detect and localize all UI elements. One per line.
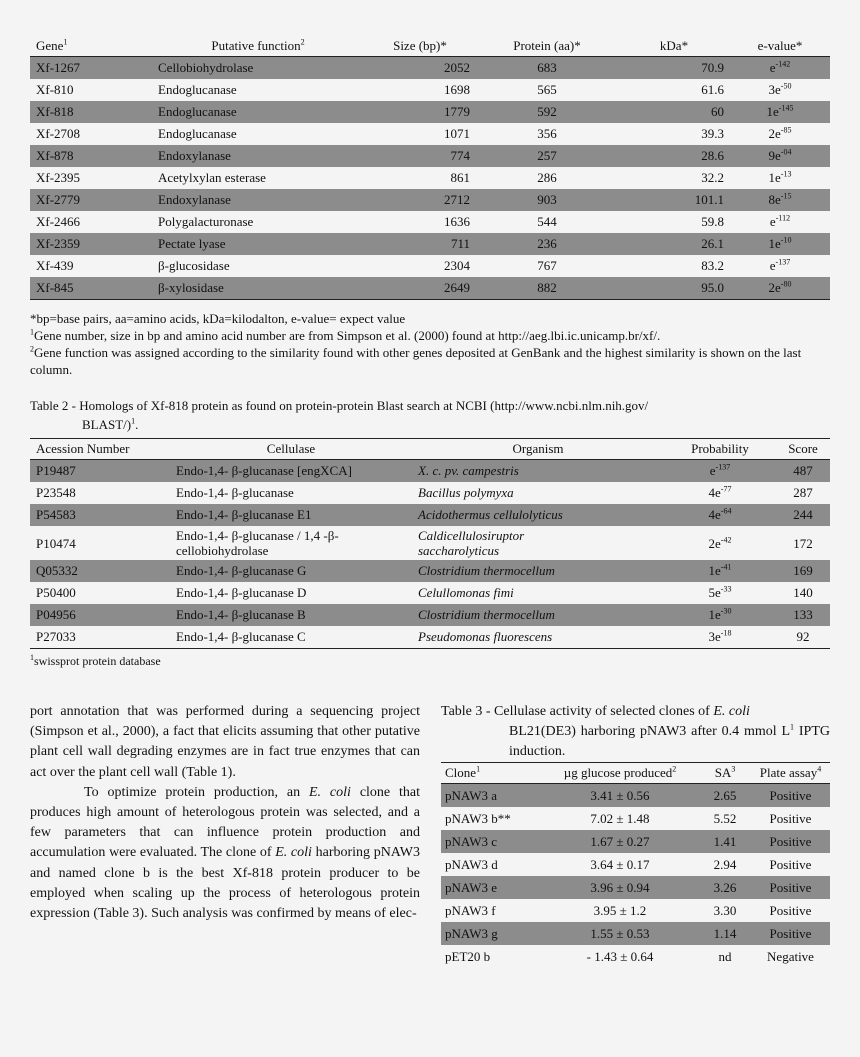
note-1: $^1$Gene number, size in bp and amino acid number are from Simpson et al. (2000) found at http://aeg.lbi.ic.unicamp.br/xf/.	[30, 327, 661, 343]
col-score: Score	[776, 439, 830, 460]
accession-cell: P10474	[36, 535, 76, 551]
kda-cell: 101.1	[694, 192, 724, 207]
size-cell: 2712	[444, 192, 470, 207]
evalue-cell: $e^{-142}$	[769, 59, 791, 75]
size-cell: 1779	[444, 104, 470, 119]
gene-cell: Xf-2708	[36, 126, 81, 141]
table-row	[30, 123, 830, 145]
score-cell: 287	[793, 485, 813, 500]
glucose-cell: 1.55 ± 0.53	[590, 925, 650, 941]
plate-cell: Positive	[769, 902, 812, 918]
note-star: *bp=base pairs, aa=amino acids, kDa=kilodalton, e-value= expect value	[30, 311, 406, 326]
probability-cell: $1e^{-41}$	[708, 562, 732, 578]
function-cell: Endoxylanase	[158, 148, 231, 163]
size-cell: 1071	[444, 126, 470, 141]
score-cell: 140	[793, 585, 813, 600]
plate-cell: Positive	[769, 879, 812, 895]
table-2-note: $^1$swissprot protein database	[30, 653, 161, 668]
accession-cell: Q05332	[36, 563, 78, 578]
col-gene: Gene$^1$	[30, 36, 152, 57]
table-row	[30, 167, 830, 189]
table-row	[30, 57, 830, 80]
body-text	[30, 702, 420, 924]
table-row	[30, 526, 830, 560]
gene-cell: Xf-439	[36, 258, 74, 273]
protein-cell: 236	[537, 236, 557, 251]
table-1-notes	[30, 310, 830, 378]
sa-cell: 2.94	[713, 856, 737, 872]
protein-cell: 544	[537, 214, 557, 229]
col-protein: Protein (aa)*	[476, 36, 618, 57]
table-3	[441, 762, 830, 968]
table-row	[441, 945, 830, 968]
col-probability: Probability	[664, 439, 776, 460]
kda-cell: 60	[711, 104, 724, 119]
note-2: $^2$Gene function was assigned according to the similarity found with other genes deposited at GenBank and the highest similarity is shown on the last column.	[30, 344, 802, 377]
organism-cell: Pseudomonas fluorescens	[412, 626, 664, 649]
organism-cell: Clostridium thermocellum	[418, 563, 555, 578]
clone-cell: pNAW3 e	[445, 879, 498, 895]
table-row	[30, 211, 830, 233]
evalue-cell: $e^{-137}$	[769, 257, 791, 273]
table-row	[441, 807, 830, 830]
gene-cell: Xf-2779	[36, 192, 81, 207]
protein-cell: 565	[537, 82, 557, 97]
accession-cell: P54583	[36, 507, 76, 522]
accession-cell: P50400	[36, 585, 76, 600]
organism-cell: Acidothermus cellulolyticus	[418, 507, 563, 522]
function-cell: Endoxylanase	[158, 192, 231, 207]
size-cell: 1698	[444, 82, 470, 97]
protein-cell: 882	[476, 277, 618, 300]
organism-cell: Caldicellulosiruptor saccharolyticus	[418, 528, 525, 558]
sa-cell: 5.52	[713, 810, 737, 826]
table-2-header	[30, 439, 830, 460]
sa-cell: 3.26	[713, 879, 737, 895]
sa-cell: 2.65	[713, 787, 737, 803]
function-cell: Endoglucanase	[158, 104, 237, 119]
protein-cell: 356	[537, 126, 557, 141]
evalue-cell: $1e^{-10}$	[768, 235, 792, 251]
cellulase-cell: Endo-1,4- β-glucanase G	[176, 563, 307, 578]
cellulase-cell: Endo-1,4- β-glucanase D	[176, 585, 307, 600]
table-row	[30, 233, 830, 255]
organism-cell: X. c. pv. campestris	[418, 463, 519, 478]
kda-cell: 95.0	[618, 277, 730, 300]
protein-cell: 592	[537, 104, 557, 119]
clone-cell: pNAW3 b**	[445, 810, 511, 826]
col-clone: Clone$^1$	[441, 763, 541, 784]
table-3-caption: Table 3 - Cellulase activity of selected clones of E. coli BL21(DE3) harboring pNAW3 after 0.4 mmol $L^1$ IPTG induction.	[441, 704, 830, 759]
protein-cell: 767	[537, 258, 557, 273]
clone-cell: pNAW3 f	[445, 902, 496, 918]
size-cell: 861	[450, 170, 470, 185]
cellulase-cell: Endo-1,4- β-glucanase / 1,4 -β- cellobiohydrolase	[176, 528, 339, 558]
gene-cell: Xf-1267	[36, 60, 81, 75]
table-row	[30, 101, 830, 123]
score-cell: 487	[793, 463, 813, 478]
glucose-cell: 1.67 ± 0.27	[590, 833, 650, 849]
cellulase-cell: Endo-1,4- β-glucanase E1	[176, 507, 312, 522]
col-evalue: e-value*	[730, 36, 830, 57]
clone-cell: pNAW3 d	[445, 856, 498, 872]
probability-cell: $4e^{-64}$	[708, 506, 732, 522]
cellulase-cell: Endo-1,4- β-glucanase C	[170, 626, 412, 649]
cellulase-cell: Endo-1,4- β-glucanase B	[176, 607, 306, 622]
col-cellulase: Cellulase	[170, 439, 412, 460]
gene-cell: Xf-2466	[36, 214, 81, 229]
plate-cell: Positive	[769, 810, 812, 826]
kda-cell: 70.9	[701, 60, 724, 75]
plate-cell: Positive	[769, 833, 812, 849]
col-plate: Plate assay$^4$	[751, 763, 830, 784]
table-row	[30, 277, 830, 300]
kda-cell: 32.2	[701, 170, 724, 185]
probability-cell: $3e^{-18}$	[664, 626, 776, 649]
size-cell: 711	[450, 236, 470, 251]
size-cell: 1636	[444, 214, 470, 229]
accession-cell: P27033	[30, 626, 170, 649]
plate-cell: Positive	[769, 925, 812, 941]
glucose-cell: 7.02 ± 1.48	[590, 810, 650, 826]
col-glucose: µg glucose produced$^2$	[541, 763, 699, 784]
function-cell: β-glucosidase	[158, 258, 230, 273]
table-3-header	[441, 763, 830, 784]
score-cell: 244	[793, 507, 813, 522]
sa-cell: 3.30	[713, 902, 737, 918]
glucose-cell: 3.96 ± 0.94	[590, 879, 650, 895]
col-organism: Organism	[412, 439, 664, 460]
clone-cell: pNAW3 g	[445, 925, 498, 941]
glucose-cell: 3.41 ± 0.56	[590, 787, 650, 803]
evalue-cell: $2e^{-85}$	[768, 125, 792, 141]
table-row	[30, 604, 830, 626]
clone-cell: pNAW3 c	[445, 833, 498, 849]
accession-cell: P19487	[36, 463, 76, 478]
gene-cell: Xf-810	[36, 82, 74, 97]
gene-cell: Xf-878	[36, 148, 74, 163]
function-cell: Pectate lyase	[158, 236, 226, 251]
table-2-caption: Table 2 - Homologs of Xf-818 protein as found on protein-protein Blast search at NCBI (http://www.ncbi.nlm.nih.gov/ BLAST/)$^1$.	[30, 398, 649, 432]
table-row	[30, 560, 830, 582]
table-row	[30, 79, 830, 101]
size-cell: 2649	[364, 277, 476, 300]
table-1-header	[30, 36, 830, 57]
table-row	[30, 582, 830, 604]
sa-cell: 1.41	[713, 833, 737, 849]
glucose-cell: - 1.43 ± 0.64	[586, 948, 654, 964]
table-row	[441, 853, 830, 876]
col-accession: Acession Number	[30, 439, 170, 460]
plate-cell: Positive	[769, 787, 812, 803]
sa-cell: 1.14	[713, 925, 737, 941]
col-function: Putative function$^2$	[152, 36, 364, 57]
glucose-cell: 3.64 ± 0.17	[590, 856, 650, 872]
gene-cell: Xf-2395	[36, 170, 81, 185]
clone-cell: pNAW3 a	[445, 787, 498, 803]
function-cell: Endoglucanase	[158, 82, 237, 97]
function-cell: Acetylxylan esterase	[158, 170, 266, 185]
cellulase-cell: Endo-1,4- β-glucanase [engXCA]	[176, 463, 352, 478]
gene-cell: Xf-818	[36, 104, 74, 119]
evalue-cell: $8e^{-15}$	[768, 191, 792, 207]
evalue-cell: $e^{-112}$	[769, 213, 791, 229]
evalue-cell: $9e^{-04}$	[768, 147, 792, 163]
accession-cell: P23548	[36, 485, 76, 500]
protein-cell: 257	[537, 148, 557, 163]
evalue-cell: $1e^{-145}$	[766, 103, 794, 119]
organism-cell: Celullomonas fimi	[418, 585, 514, 600]
score-cell: 169	[793, 563, 813, 578]
cellulase-cell: Endo-1,4- β-glucanase	[176, 485, 294, 500]
table-row	[441, 876, 830, 899]
size-cell: 2052	[444, 60, 470, 75]
score-cell: 172	[793, 535, 813, 551]
paragraph-2: To optimize protein production, an E. coli clone that produces high amount of heterologous protein was selected, and a few parameters that can influence protein production and accumulation were evaluated. The clone of E. coli harboring pNAW3 and named clone b is the best Xf-818 protein producer to be employed when scaling up the process of heterologous protein expression (Table 3). Such analysis was confirmed by means of elec-	[30, 784, 421, 922]
kda-cell: 26.1	[701, 236, 724, 251]
plate-cell: Positive	[769, 856, 812, 872]
kda-cell: 61.6	[701, 82, 724, 97]
gene-cell: Xf-2359	[36, 236, 81, 251]
probability-cell: $1e^{-30}$	[708, 606, 732, 622]
kda-cell: 83.2	[701, 258, 724, 273]
col-sa: $SA^3$	[699, 763, 751, 784]
probability-cell: $5e^{-33}$	[708, 584, 732, 600]
table-1	[30, 36, 830, 300]
score-cell: 133	[793, 607, 813, 622]
table-row	[30, 626, 830, 649]
table-row	[30, 255, 830, 277]
evalue-cell: $1e^{-13}$	[768, 169, 792, 185]
organism-cell: Clostridium thermocellum	[418, 607, 555, 622]
col-size: Size (bp)*	[364, 36, 476, 57]
col-kda: kDa*	[618, 36, 730, 57]
function-cell: Endoglucanase	[158, 126, 237, 141]
evalue-cell: $2e^{-80}$	[730, 277, 830, 300]
table-row	[441, 922, 830, 945]
probability-cell: $2e^{-42}$	[708, 535, 732, 551]
table-row	[30, 504, 830, 526]
table-row	[30, 482, 830, 504]
accession-cell: P04956	[36, 607, 76, 622]
protein-cell: 903	[537, 192, 557, 207]
function-cell: β-xylosidase	[152, 277, 364, 300]
plate-cell: Negative	[767, 948, 814, 964]
kda-cell: 39.3	[701, 126, 724, 141]
probability-cell: $e^{-137}$	[709, 462, 731, 478]
table-row	[30, 145, 830, 167]
paragraph-1: port annotation that was performed during a sequencing project (Simpson et al., 2000), a fact that elicits assuming that other putative plant cell wall degrading enzymes are in fact true enzymes that can act over the plant cell wall (Table 1).	[30, 704, 420, 780]
evalue-cell: $3e^{-50}$	[768, 81, 792, 97]
table-row	[30, 189, 830, 211]
kda-cell: 59.8	[701, 214, 724, 229]
table-row	[441, 784, 830, 808]
sa-cell: nd	[718, 948, 732, 964]
protein-cell: 286	[537, 170, 557, 185]
probability-cell: $4e^{-77}$	[708, 484, 732, 500]
gene-cell: Xf-845	[30, 277, 152, 300]
function-cell: Cellobiohydrolase	[158, 60, 254, 75]
function-cell: Polygalacturonase	[158, 214, 254, 229]
size-cell: 774	[450, 148, 470, 163]
table-row	[441, 830, 830, 853]
glucose-cell: 3.95 ± 1.2	[593, 902, 647, 918]
score-cell: 92	[776, 626, 830, 649]
clone-cell: pET20 b	[445, 948, 491, 964]
table-row	[441, 899, 830, 922]
table-2	[30, 438, 830, 649]
protein-cell: 683	[537, 60, 557, 75]
organism-cell: Bacillus polymyxa	[418, 485, 514, 500]
kda-cell: 28.6	[701, 148, 724, 163]
size-cell: 2304	[444, 258, 470, 273]
table-row	[30, 460, 830, 483]
